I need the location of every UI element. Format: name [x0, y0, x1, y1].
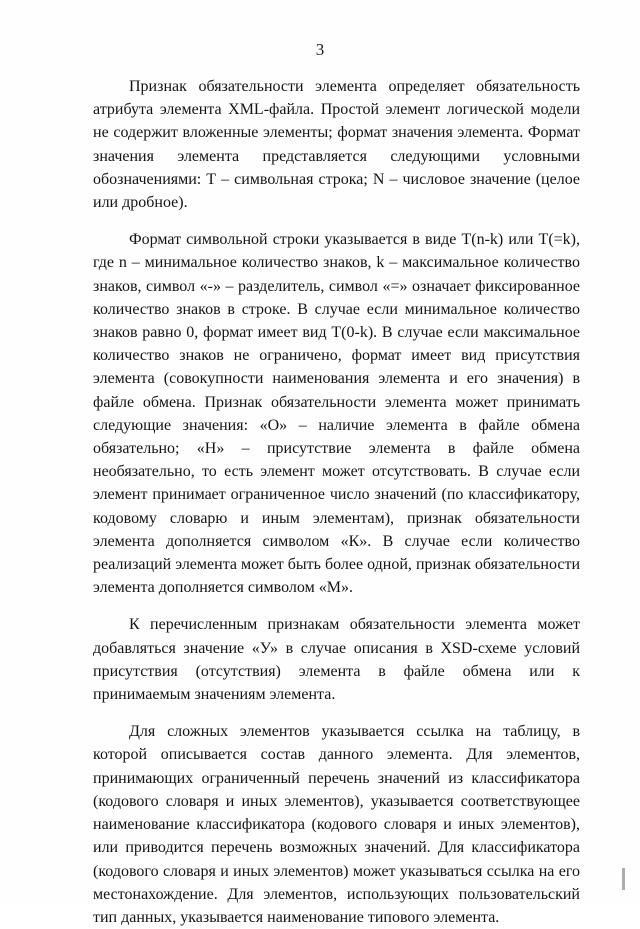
paragraph-element-mandatory-attribute: Признак обязательности элемента определяет обязательность атрибута элемента XML-файла. Простой элемент логической модели не содержит вложенные элементы; формат значения элемента. Формат значения элемента представляется следующими условными обозначениями: Т – символьная строка; N – числовое значение (целое или дробное).	[93, 78, 580, 212]
paragraph-string-format: Формат символьной строки указывается в виде T(n-k) или T(=k), где n – минимальное количество знаков, k – максимальное количество знаков, символ «-» – разделитель, символ «=» означает фиксированное количество знаков в строке. В случае если минимальное количество знаков равно 0, формат имеет вид T(0-k). В случае если максимальное количество знаков не ограничено, формат имеет вид присутствия элемента (совокупности наименования элемента и его значения) в файле обмена. Признак обязательности элемента может принимать следующие значения: «О» – наличие элемента в файле обмена обязательно; «Н» – присутствие элемента в файле обмена необязательно, то есть элемент может отсутствовать. В случае если элемент принимает ограниченное число значений (по классификатору, кодовому словарю и иным элементам), признак обязательности элемента дополняется символом «К». В случае если количество реализаций элемента может быть более одной, признак обязательности элемента дополняется символом «М».	[93, 231, 580, 597]
paragraph-conditional-value: К перечисленным признакам обязательности элемента может добавляться значение «У» в случае описания в XSD-схеме условий присутствия (отсутствия) элемента в файле обмена или к принимаемым значениям элемента.	[93, 616, 580, 704]
page-number: 3	[315, 40, 325, 59]
document-body	[93, 75, 580, 929]
scan-edge-mark	[622, 868, 625, 890]
paragraph-complex-elements: Для сложных элементов указывается ссылка на таблицу, в которой описывается состав данного элемента. Для элементов, принимающих ограниченный перечень значений из классификатора (кодового словаря и иных элементов), указывается соответствующее наименование классификатора (кодового словаря и иных элементов), или приводится перечень возможных значений. Для классификатора (кодового словаря и иных элементов) может указываться ссылка на его местонахождение. Для элементов, использующих пользовательский тип данных, указывается наименование типового элемента.	[93, 723, 580, 926]
